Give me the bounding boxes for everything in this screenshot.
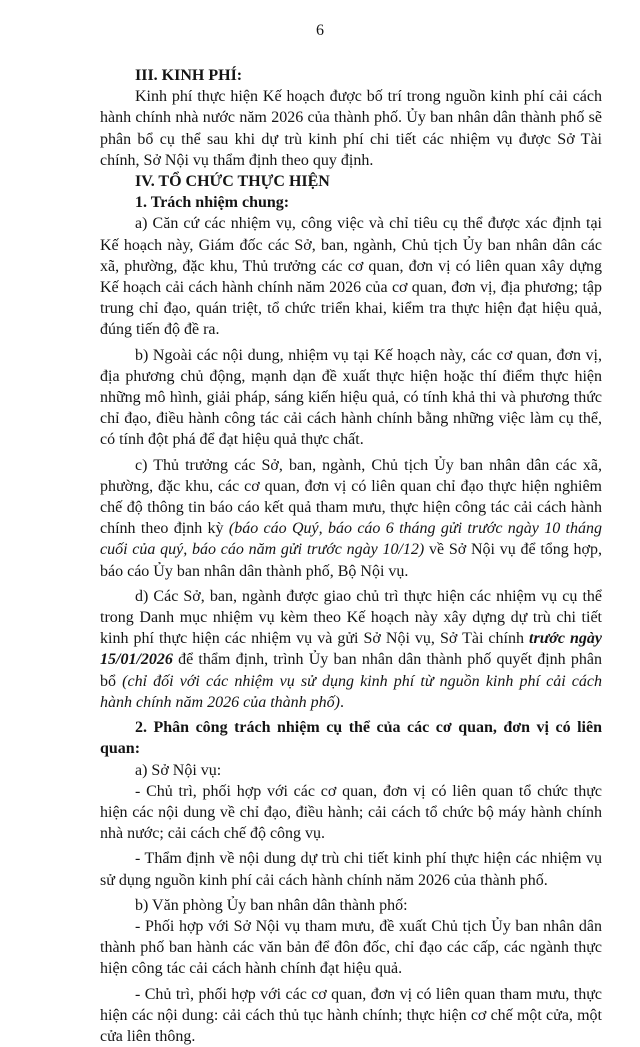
paragraph-1c [100, 455, 602, 582]
paragraph-1a: a) Căn cứ các nhiệm vụ, công việc và chỉ tiêu cụ thể được xác định tại Kế hoạch này, Giám đốc các Sở, ban, ngành, Chủ tịch Ủy ban nhân dân các xã, phường, đặc khu, Thủ trưởng các cơ quan, đơn vị có liên quan xây dựng Kế hoạch cải cách hành chính năm 2026 của cơ quan, đơn vị, địa phương; tập trung chỉ đạo, quán triệt, tổ chức triển khai, kiểm tra thực hiện đạt hiệu quả, đúng tiến độ đề ra. [100, 215, 602, 339]
subsection-2a-item: - Chủ trì, phối hợp với các cơ quan, đơn vị có liên quan tổ chức thực hiện các nội dung về chỉ đạo, điều hành; cải cách tổ chức bộ máy hành chính nhà nước; cải cách chế độ công vụ. [100, 782, 602, 843]
paragraph-1d-italic: (chỉ đối với các nhiệm vụ sử dụng kinh phí từ nguồn kinh phí cải cách hành chính năm 2026 của thành phố) [100, 672, 603, 711]
paragraph-1d-text: d) Các Sở, ban, ngành được giao chủ trì thực hiện các nhiệm vụ cụ thể trong Danh mục nhiệm vụ kèm theo Kế hoạch này xây dựng dự trù chi tiết kinh phí thực hiện các nhiệm vụ và gửi Sở Nội vụ, Sở Tài chính [100, 587, 602, 648]
paragraph-1d-middle: để thẩm định, trình Ủy ban nhân dân thành phố quyết định phân bổ [100, 651, 602, 690]
section-3-heading: III. KINH PHÍ: [135, 67, 243, 84]
page-number: 6 [316, 22, 324, 39]
subsection-2a-heading: a) Sở Nội vụ: [135, 761, 222, 779]
paragraph-1c-text: c) Thủ trưởng các Sở, ban, ngành, Chủ tịch Ủy ban nhân dân các xã, phường, đặc khu, các cơ quan, đơn vị có liên quan chỉ đạo thực hiện nghiêm chế độ thông tin báo cáo kết quả tham mưu, thực hiện công tác cải cách hành chính theo định kỳ [100, 456, 602, 538]
subsection-2a-item: - Thẩm định về nội dung dự trù chi tiết kinh phí thực hiện các nhiệm vụ sử dụng nguồn kinh phí cải cách hành chính năm 2026 của thành phố. [100, 850, 602, 889]
section-4-heading: IV. TỔ CHỨC THỰC HIỆN [135, 173, 330, 191]
paragraph-1d [100, 586, 602, 713]
document-body [100, 65, 602, 1047]
subsection-2-heading: 2. Phân công trách nhiệm cụ thể của các cơ quan, đơn vị có liên quan: [100, 719, 602, 758]
paragraph-1c-tail: về Sở Nội vụ để tổng hợp, báo cáo Ủy ban nhân dân thành phố, Bộ Nội vụ. [100, 541, 602, 580]
deadline-emphasis: trước ngày 15/01/2026 [100, 630, 602, 669]
subsection-2b-heading: b) Văn phòng Ủy ban nhân dân thành phố: [135, 896, 408, 914]
section-3-paragraph: Kinh phí thực hiện Kế hoạch được bố trí trong nguồn kinh phí cải cách hành chính nhà nước năm 2026 của thành phố. Ủy ban nhân dân thành phố sẽ phân bổ cụ thể sau khi dự trù kinh phí chi tiết các nhiệm vụ được Sở Tài chính, Sở Nội vụ thẩm định theo quy định. [100, 88, 602, 169]
subsection-1-heading: 1. Trách nhiệm chung: [135, 194, 290, 212]
paragraph-1b: b) Ngoài các nội dung, nhiệm vụ tại Kế hoạch này, các cơ quan, đơn vị, địa phương chủ động, mạnh dạn đề xuất thực hiện hoặc thí điểm thực hiện những mô hình, giải pháp, sáng kiến hiệu quả, có tính khả thi và phương thức chỉ đạo, điều hành công tác cải cách hành chính bằng những việc làm cụ thể, có tính đột phá để đạt hiệu quả thực chất. [100, 346, 602, 449]
subsection-2b-item: - Chủ trì, phối hợp với các cơ quan, đơn vị có liên quan tham mưu, thực hiện các nội dung: cải cách thủ tục hành chính; thực hiện cơ chế một cửa, một cửa liên thông. [100, 985, 602, 1045]
subsection-2b-item: - Phối hợp với Sở Nội vụ tham mưu, đề xuất Chủ tịch Ủy ban nhân dân thành phố ban hành các văn bản để đôn đốc, chỉ đạo các cấp, các ngành thực hiện công tác cải cách hành chính đạt hiệu quả. [100, 917, 602, 978]
paragraph-1c-italic: (báo cáo Quý, báo cáo 6 tháng gửi trước ngày 10 tháng cuối của quý, báo cáo năm gửi trước ngày 10/12) [100, 520, 602, 559]
paragraph-1d-end: . [339, 693, 344, 711]
